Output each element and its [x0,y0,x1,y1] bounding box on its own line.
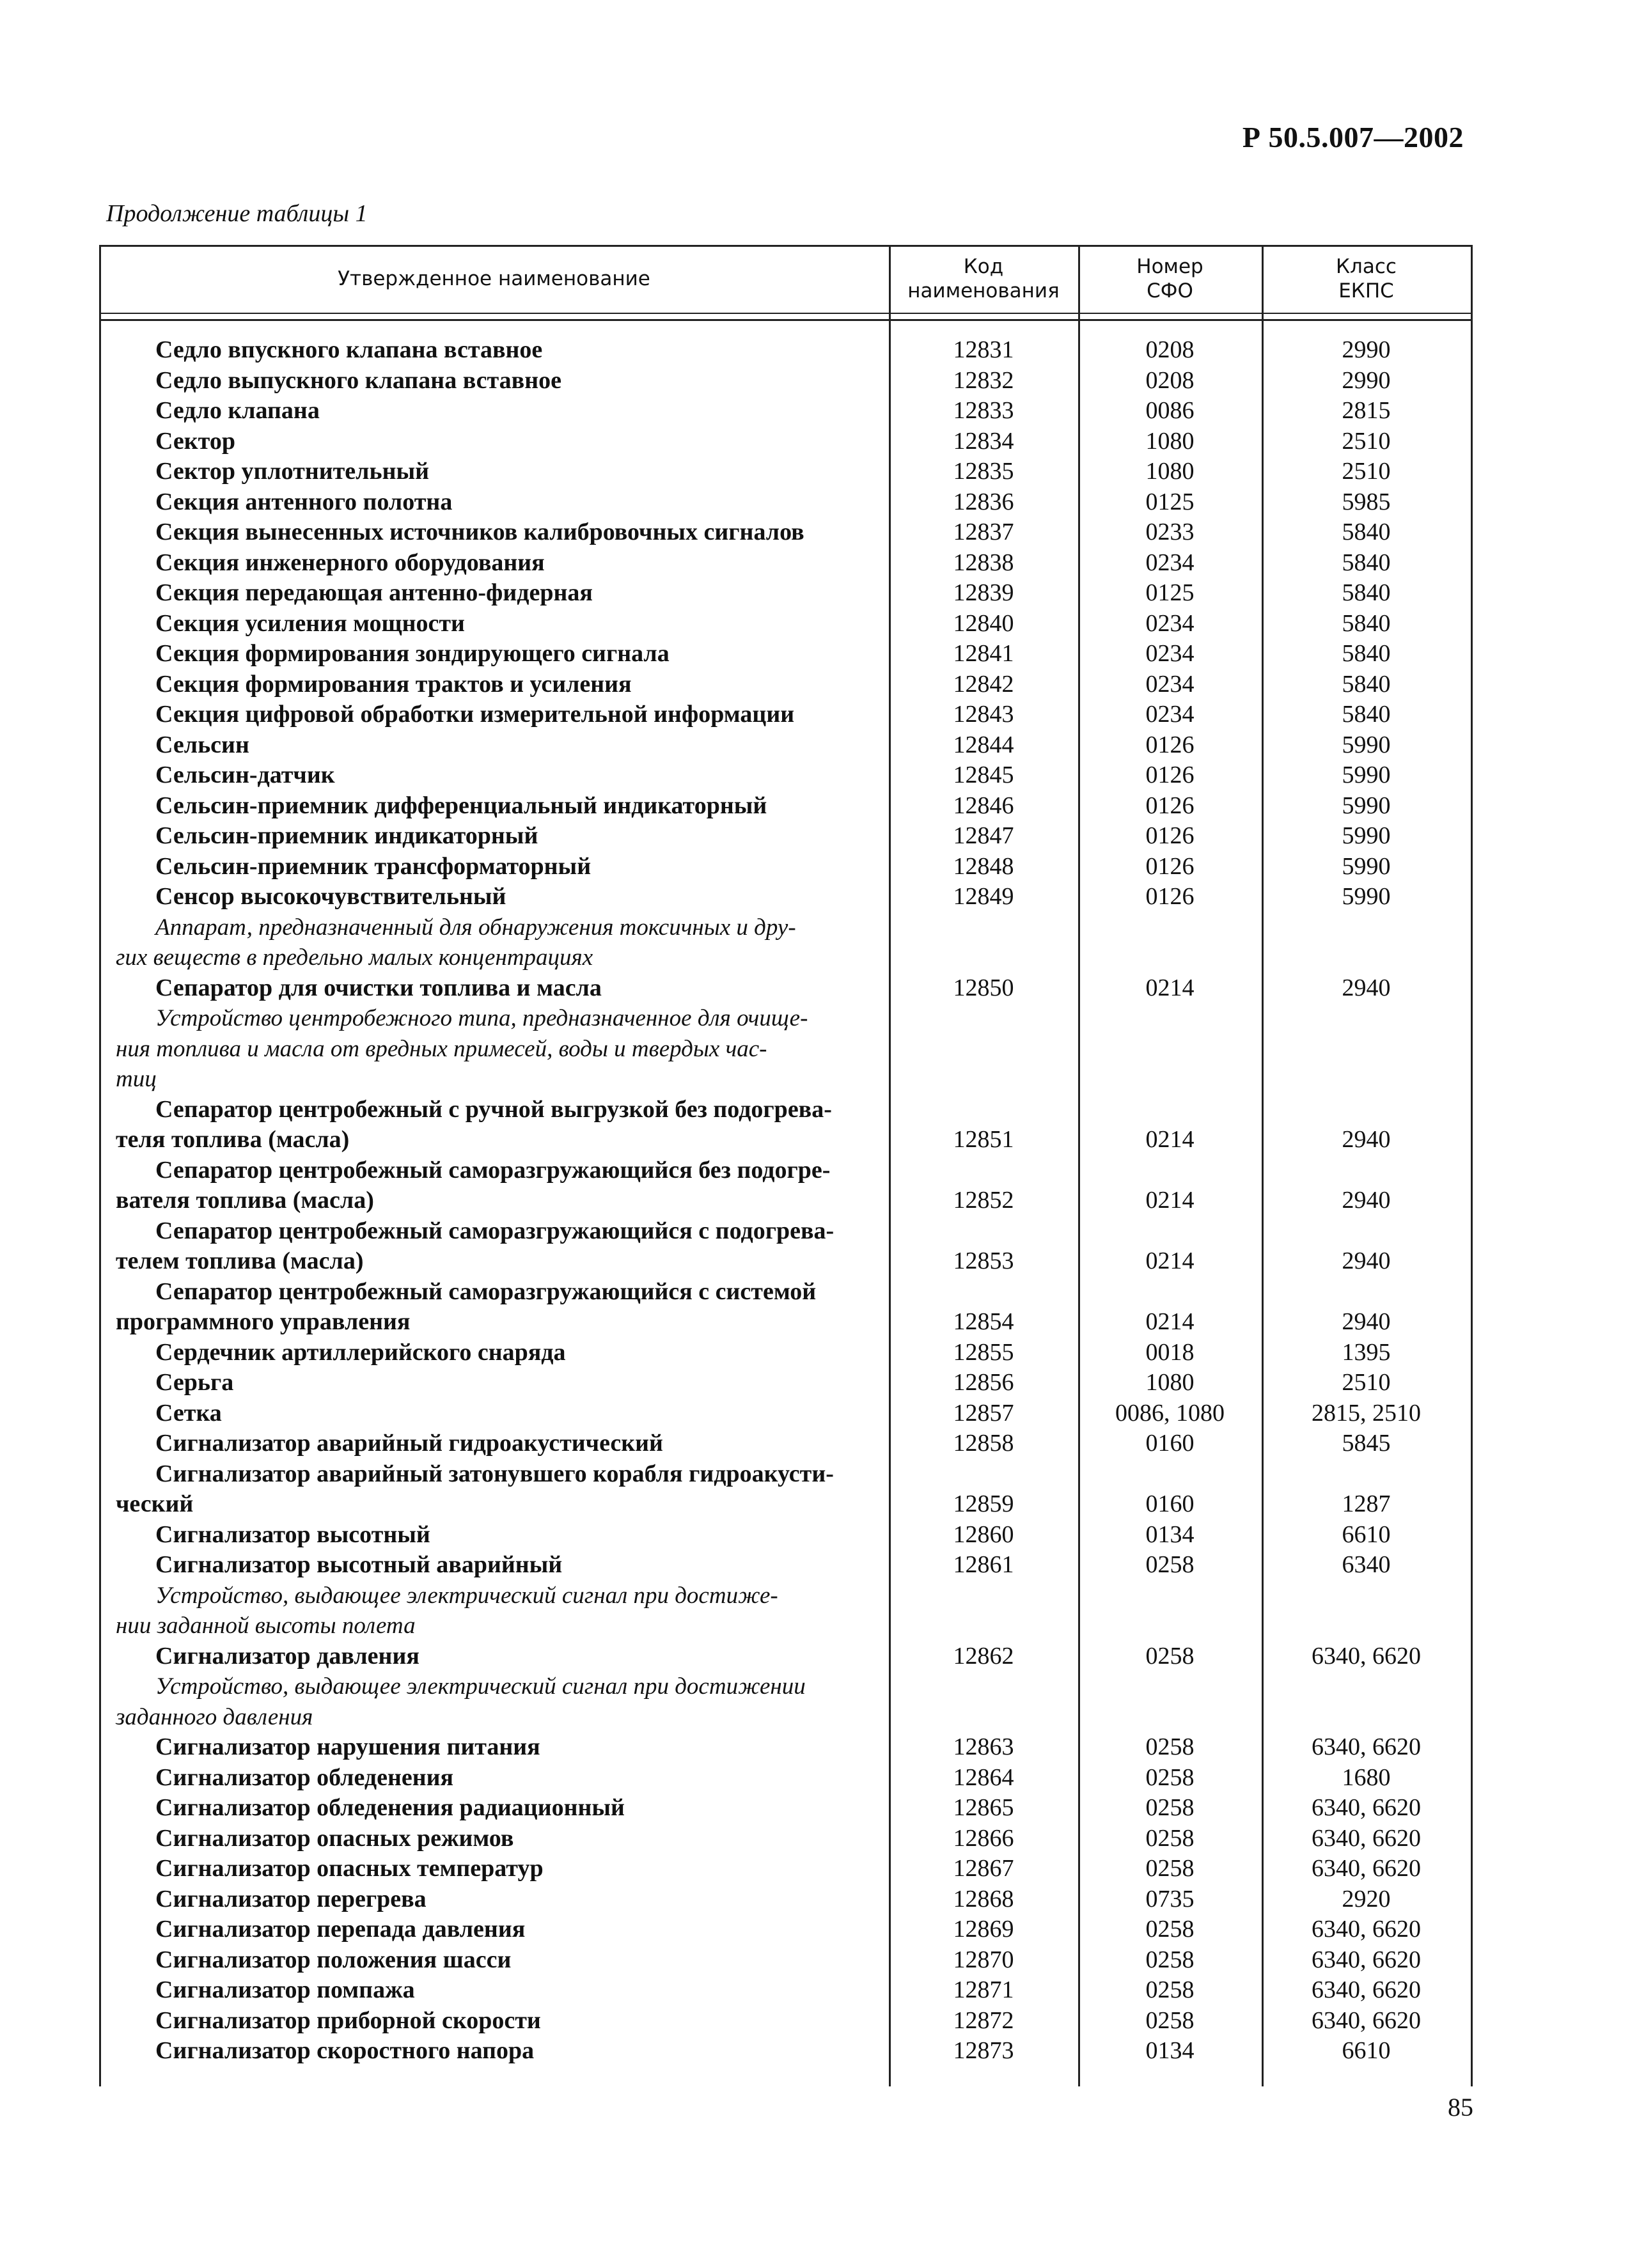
row-name [116,639,985,669]
row-name [116,1763,985,1794]
document-code: Р 50.5.007—2002 [1242,121,1464,153]
table-continuation-caption: Продолжение таблицы 1 [106,200,368,227]
row-name-line: Сигнализатор помпажа [155,1976,415,2003]
row-code: 12856 [953,1369,1014,1396]
row-name [116,760,985,791]
table-row [99,1216,1473,1277]
row-sfo: 0160 [1145,1490,1195,1517]
row-name [116,1550,985,1581]
row-ekps: 5990 [1342,762,1391,788]
row-name [116,1216,985,1277]
row-code: 12844 [953,731,1014,758]
row-name [116,1884,985,1915]
row-ekps: 6610 [1342,2037,1391,2064]
row-name-line: Сигнализатор скоростного напора [155,2037,535,2064]
row-name-line: гих веществ в предельно малых концентрациях [116,944,593,971]
row-code: 12871 [953,1976,1014,2003]
row-name-line: заданного давления [116,1703,313,1730]
row-name [116,973,985,1004]
row-sfo: 0735 [1145,1885,1195,1912]
row-ekps: 5985 [1342,488,1391,515]
row-name [116,1338,985,1368]
table-row [99,973,1473,1004]
row-code: 12859 [953,1490,1014,1517]
table-row [99,821,1473,852]
row-ekps: 2940 [1342,1308,1391,1335]
table-row [99,1975,1473,2006]
table-row [99,1368,1473,1398]
row-name-line: Секция антенного полотна [155,488,453,515]
row-name-line: Седло впускного клапана вставное [155,336,543,363]
row-sfo: 0234 [1145,701,1195,728]
row-name-line: Сигнализатор давления [155,1642,419,1670]
row-sfo: 0258 [1145,1824,1195,1852]
row-code: 12855 [953,1338,1014,1366]
table-row [99,1763,1473,1794]
row-code: 12838 [953,549,1014,576]
row-name [116,730,985,761]
row-name-line: Сигнализатор аварийный гидроакустический [155,1430,663,1457]
table-row [99,1277,1473,1338]
header-sfo-line: Номер [1136,255,1203,278]
header-name [99,245,889,313]
table-row [99,487,1473,518]
row-name [116,548,985,579]
row-code: 12866 [953,1824,1014,1852]
table-row [99,1459,1473,1520]
row-code: 12862 [953,1642,1014,1670]
row-ekps: 5990 [1342,883,1391,910]
row-sfo: 0208 [1145,366,1195,394]
row-code: 12847 [953,822,1014,849]
table-row [99,669,1473,700]
row-sfo: 0234 [1145,670,1195,698]
row-ekps: 2940 [1342,974,1391,1001]
row-name [116,335,985,366]
row-name [116,2006,985,2037]
row-sfo: 0258 [1145,1946,1195,1973]
table-row [99,517,1473,548]
table-row-description [99,1671,1473,1732]
row-code: 12872 [953,2006,1014,2034]
table-row [99,396,1473,426]
row-sfo: 0126 [1145,762,1195,788]
header-name-label: Утвержденное наименование [338,267,650,290]
row-ekps: 5840 [1342,701,1391,728]
table-row [99,457,1473,487]
row-code: 12867 [953,1855,1014,1882]
row-ekps: 5990 [1342,792,1391,819]
row-code: 12857 [953,1399,1014,1427]
row-name-line: Сигнализатор нарушения питания [155,1733,540,1760]
row-name-line: Сектор уплотнительный [155,458,430,485]
row-sfo: 0086 [1145,397,1195,424]
row-ekps: 6340, 6620 [1312,1946,1421,1973]
row-code: 12852 [953,1187,1014,1214]
row-code: 12836 [953,488,1014,515]
table-row [99,1641,1473,1672]
row-sfo: 0258 [1145,1764,1195,1791]
row-ekps: 5990 [1342,822,1391,849]
row-ekps: 5840 [1342,549,1391,576]
row-ekps: 6340, 6620 [1312,1733,1421,1760]
row-name [116,1671,985,1732]
header-sfo-line: СФО [1147,279,1193,302]
table-row [99,366,1473,396]
row-ekps: 2815, 2510 [1312,1399,1421,1427]
table-row-description [99,1581,1473,1641]
row-code: 12837 [953,519,1014,545]
row-code: 12854 [953,1308,1014,1335]
row-name-line: программного управления [116,1308,411,1335]
row-name-line: Седло клапана [155,397,320,424]
row-name-line: Сельсин-приемник дифференциальный индикаторный [155,792,767,819]
row-name-line: Сердечник артиллерийского снаряда [155,1338,566,1366]
row-name [116,669,985,700]
table-row [99,639,1473,669]
row-name [116,791,985,822]
row-ekps: 6340, 6620 [1312,1794,1421,1821]
row-sfo: 0258 [1145,1855,1195,1882]
row-sfo: 0258 [1145,2006,1195,2034]
row-sfo: 0125 [1145,579,1195,606]
table-row [99,1854,1473,1884]
row-sfo: 0234 [1145,609,1195,637]
table-row [99,548,1473,579]
row-name [116,517,985,548]
row-code: 12841 [953,640,1014,667]
row-name [116,1277,985,1338]
row-code: 12870 [953,1946,1014,1973]
row-code: 12834 [953,427,1014,455]
row-sfo: 0258 [1145,1794,1195,1821]
row-sfo: 0258 [1145,1976,1195,2003]
table-row-description [99,1003,1473,1095]
row-code: 12849 [953,883,1014,910]
row-ekps: 6340, 6620 [1312,1824,1421,1852]
header-code-line: Код [963,255,1004,278]
table-row [99,1884,1473,1915]
header-code [889,245,1078,313]
row-name-line: тиц [116,1066,157,1092]
row-sfo: 0214 [1145,1126,1195,1153]
row-sfo: 0234 [1145,549,1195,576]
row-name-line: Сигнализатор положения шасси [155,1946,512,1973]
header-sfo [1078,245,1262,313]
row-name-line: Сигнализатор аварийный затонувшего корабля гидроакусти- [155,1460,834,1487]
row-code: 12839 [953,579,1014,606]
row-sfo: 0086, 1080 [1115,1399,1225,1427]
table-row [99,2006,1473,2037]
row-name [116,1155,985,1216]
row-name-line: Сигнализатор опасных режимов [155,1824,514,1852]
row-name-line: Секция вынесенных источников калибровочных сигналов [155,519,804,545]
table-row [99,1914,1473,1945]
table-row [99,791,1473,822]
row-ekps: 2940 [1342,1126,1391,1153]
row-name-line: Устройство центробежного типа, предназначенное для очище- [155,1005,808,1031]
row-name-line: Секция передающая антенно-фидерная [155,579,593,606]
row-sfo: 0160 [1145,1430,1195,1457]
row-ekps: 2990 [1342,366,1391,394]
row-name [116,2036,985,2067]
row-name [116,700,985,730]
row-ekps: 2940 [1342,1247,1391,1274]
row-ekps: 6340 [1342,1551,1391,1578]
row-name-line: Сигнализатор перепада давления [155,1916,526,1943]
row-name-line: теля топлива (масла) [116,1126,350,1153]
row-sfo: 0233 [1145,519,1195,545]
row-name-line: Сектор [155,427,235,455]
row-code: 12863 [953,1733,1014,1760]
row-name [116,852,985,882]
row-name [116,426,985,457]
row-sfo: 1080 [1145,427,1195,455]
row-sfo: 0208 [1145,336,1195,363]
row-sfo: 1080 [1145,1369,1195,1396]
row-name-line: Секция усиления мощности [155,609,465,637]
row-name [116,396,985,426]
row-ekps: 2940 [1342,1187,1391,1214]
row-code: 12842 [953,670,1014,698]
row-code: 12845 [953,762,1014,788]
row-sfo: 1080 [1145,458,1195,485]
row-name-line: Сетка [155,1399,222,1427]
row-name-line: Сигнализатор обледенения радиационный [155,1794,625,1821]
row-sfo: 0214 [1145,974,1195,1001]
page-number: 85 [1448,2093,1473,2122]
row-sfo: 0258 [1145,1551,1195,1578]
row-name-line: Седло выпускного клапана вставное [155,366,561,394]
row-name-line: Сепаратор центробежный саморазгружающийся с системой [155,1278,817,1305]
row-name [116,1581,985,1641]
row-sfo: 0258 [1145,1733,1195,1760]
row-name [116,1003,985,1095]
row-name [116,1641,985,1672]
row-name-line: Сепаратор центробежный саморазгружающийся с подогрева- [155,1217,835,1244]
row-name [116,882,985,912]
row-sfo: 0214 [1145,1187,1195,1214]
row-ekps: 2510 [1342,458,1391,485]
row-sfo: 0258 [1145,1916,1195,1943]
row-ekps: 6340, 6620 [1312,1855,1421,1882]
table-row [99,1793,1473,1824]
row-ekps: 5990 [1342,852,1391,880]
row-name-line: нии заданной высоты полета [116,1613,416,1639]
row-code: 12831 [953,336,1014,363]
row-sfo: 0018 [1145,1338,1195,1366]
row-name-line: Сигнализатор высотный [155,1521,430,1548]
row-sfo: 0125 [1145,488,1195,515]
row-code: 12853 [953,1247,1014,1274]
table-row [99,1732,1473,1763]
table-row [99,1428,1473,1459]
table-row [99,1550,1473,1581]
row-name [116,1975,985,2006]
row-name [116,1398,985,1429]
row-sfo: 0258 [1145,1642,1195,1670]
row-ekps: 2815 [1342,397,1391,424]
table-row [99,609,1473,639]
row-ekps: 1287 [1342,1490,1391,1517]
table-row [99,1520,1473,1551]
row-name-line: Секция цифровой обработки измерительной информации [155,701,795,728]
row-ekps: 5840 [1342,579,1391,606]
row-code: 12873 [953,2037,1014,2064]
row-name [116,609,985,639]
table-row [99,882,1473,912]
row-ekps: 5840 [1342,670,1391,698]
row-code: 12835 [953,458,1014,485]
row-name-line: телем топлива (масла) [116,1247,364,1274]
row-name-line: Сигнализатор опасных температур [155,1855,544,1882]
header-bottom-rule-double [99,319,1473,321]
row-name [116,1854,985,1884]
header-ekps-line: ЕКПС [1338,279,1394,302]
row-name-line: Сельсин-приемник трансформаторный [155,852,592,880]
row-name-line: Сепаратор центробежный саморазгружающийся без подогре- [155,1156,831,1184]
row-name-line: Сигнализатор приборной скорости [155,2006,541,2034]
row-name [116,1824,985,1854]
row-ekps: 6340, 6620 [1312,1642,1421,1670]
row-ekps: 6340, 6620 [1312,1916,1421,1943]
row-name [116,1428,985,1459]
header-ekps [1262,245,1471,313]
row-code: 12868 [953,1885,1014,1912]
table-row [99,335,1473,366]
row-name [116,366,985,396]
row-name [116,821,985,852]
row-name [116,487,985,518]
row-name [116,1459,985,1520]
row-ekps: 2920 [1342,1885,1391,1912]
row-ekps: 5990 [1342,731,1391,758]
row-code: 12860 [953,1521,1014,1548]
row-ekps: 1680 [1342,1764,1391,1791]
table-row [99,730,1473,761]
row-ekps: 2510 [1342,1369,1391,1396]
row-name [116,1914,985,1945]
row-name-line: Сепаратор для очистки топлива и масла [155,974,602,1001]
table-row [99,1095,1473,1155]
header-ekps-line: Класс [1336,255,1397,278]
header-code-line: наименования [907,279,1060,302]
row-ekps: 1395 [1342,1338,1391,1366]
row-name-line: вателя топлива (масла) [116,1187,374,1214]
row-sfo: 0134 [1145,2037,1195,2064]
row-name [116,578,985,609]
row-ekps: 6340, 6620 [1312,2006,1421,2034]
row-name-line: Сепаратор центробежный с ручной выгрузкой без подогрева- [155,1095,832,1123]
table-row [99,1824,1473,1854]
table-body [99,335,1473,2067]
row-sfo: 0126 [1145,822,1195,849]
table-row [99,852,1473,882]
table-row [99,700,1473,730]
row-ekps: 2510 [1342,427,1391,455]
table-row [99,578,1473,609]
row-code: 12869 [953,1916,1014,1943]
row-name [116,457,985,487]
row-name [116,912,985,973]
row-name [116,1945,985,1976]
row-sfo: 0126 [1145,852,1195,880]
row-name-line: Устройство, выдающее электрический сигнал при достижении [155,1673,806,1700]
row-code: 12861 [953,1551,1014,1578]
row-code: 12851 [953,1126,1014,1153]
row-name [116,1732,985,1763]
table-row [99,1155,1473,1216]
row-name-line: Секция формирования зондирующего сигнала [155,640,670,667]
table-row [99,1945,1473,1976]
table-row [99,426,1473,457]
table-row [99,760,1473,791]
row-name-line: Секция формирования трактов и усиления [155,670,632,698]
table-row [99,1338,1473,1368]
row-code: 12858 [953,1430,1014,1457]
row-name [116,1793,985,1824]
row-ekps: 5840 [1342,609,1391,637]
row-name-line: Серьга [155,1369,234,1396]
row-code: 12840 [953,609,1014,637]
row-ekps: 6340, 6620 [1312,1976,1421,2003]
table-row-description [99,912,1473,973]
row-name-line: Сельсин-датчик [155,762,335,788]
row-name-line: Сельсин-приемник индикаторный [155,822,538,849]
row-sfo: 0126 [1145,883,1195,910]
row-name-line: Сенсор высокочувствительный [155,883,506,910]
row-sfo: 0126 [1145,731,1195,758]
row-code: 12850 [953,974,1014,1001]
row-code: 12864 [953,1764,1014,1791]
row-sfo: 0234 [1145,640,1195,667]
row-sfo: 0214 [1145,1247,1195,1274]
row-sfo: 0126 [1145,792,1195,819]
row-name-line: ния топлива и масла от вредных примесей, воды и твердых час- [116,1035,767,1062]
row-ekps: 5845 [1342,1430,1391,1457]
row-name-line: Сельсин [155,731,249,758]
row-sfo: 0134 [1145,1521,1195,1548]
row-ekps: 6610 [1342,1521,1391,1548]
row-name [116,1368,985,1398]
row-code: 12833 [953,397,1014,424]
row-ekps: 2990 [1342,336,1391,363]
row-code: 12843 [953,701,1014,728]
row-code: 12832 [953,366,1014,394]
row-ekps: 5840 [1342,519,1391,545]
row-name-line: Сигнализатор обледенения [155,1764,454,1791]
row-name [116,1520,985,1551]
row-name-line: ческий [116,1490,194,1517]
row-name-line: Устройство, выдающее электрический сигнал при достиже- [155,1582,778,1609]
row-code: 12865 [953,1794,1014,1821]
row-code: 12848 [953,852,1014,880]
row-ekps: 5840 [1342,640,1391,667]
table-row [99,1398,1473,1429]
header-bottom-rule [99,313,1473,314]
row-name-line: Аппарат, предназначенный для обнаружения токсичных и дру- [155,914,796,941]
row-code: 12846 [953,792,1014,819]
row-sfo: 0214 [1145,1308,1195,1335]
row-name-line: Сигнализатор высотный аварийный [155,1551,563,1578]
row-name-line: Секция инженерного оборудования [155,549,545,576]
row-name-line: Сигнализатор перегрева [155,1885,427,1912]
row-name [116,1095,985,1155]
table-row [99,2036,1473,2067]
